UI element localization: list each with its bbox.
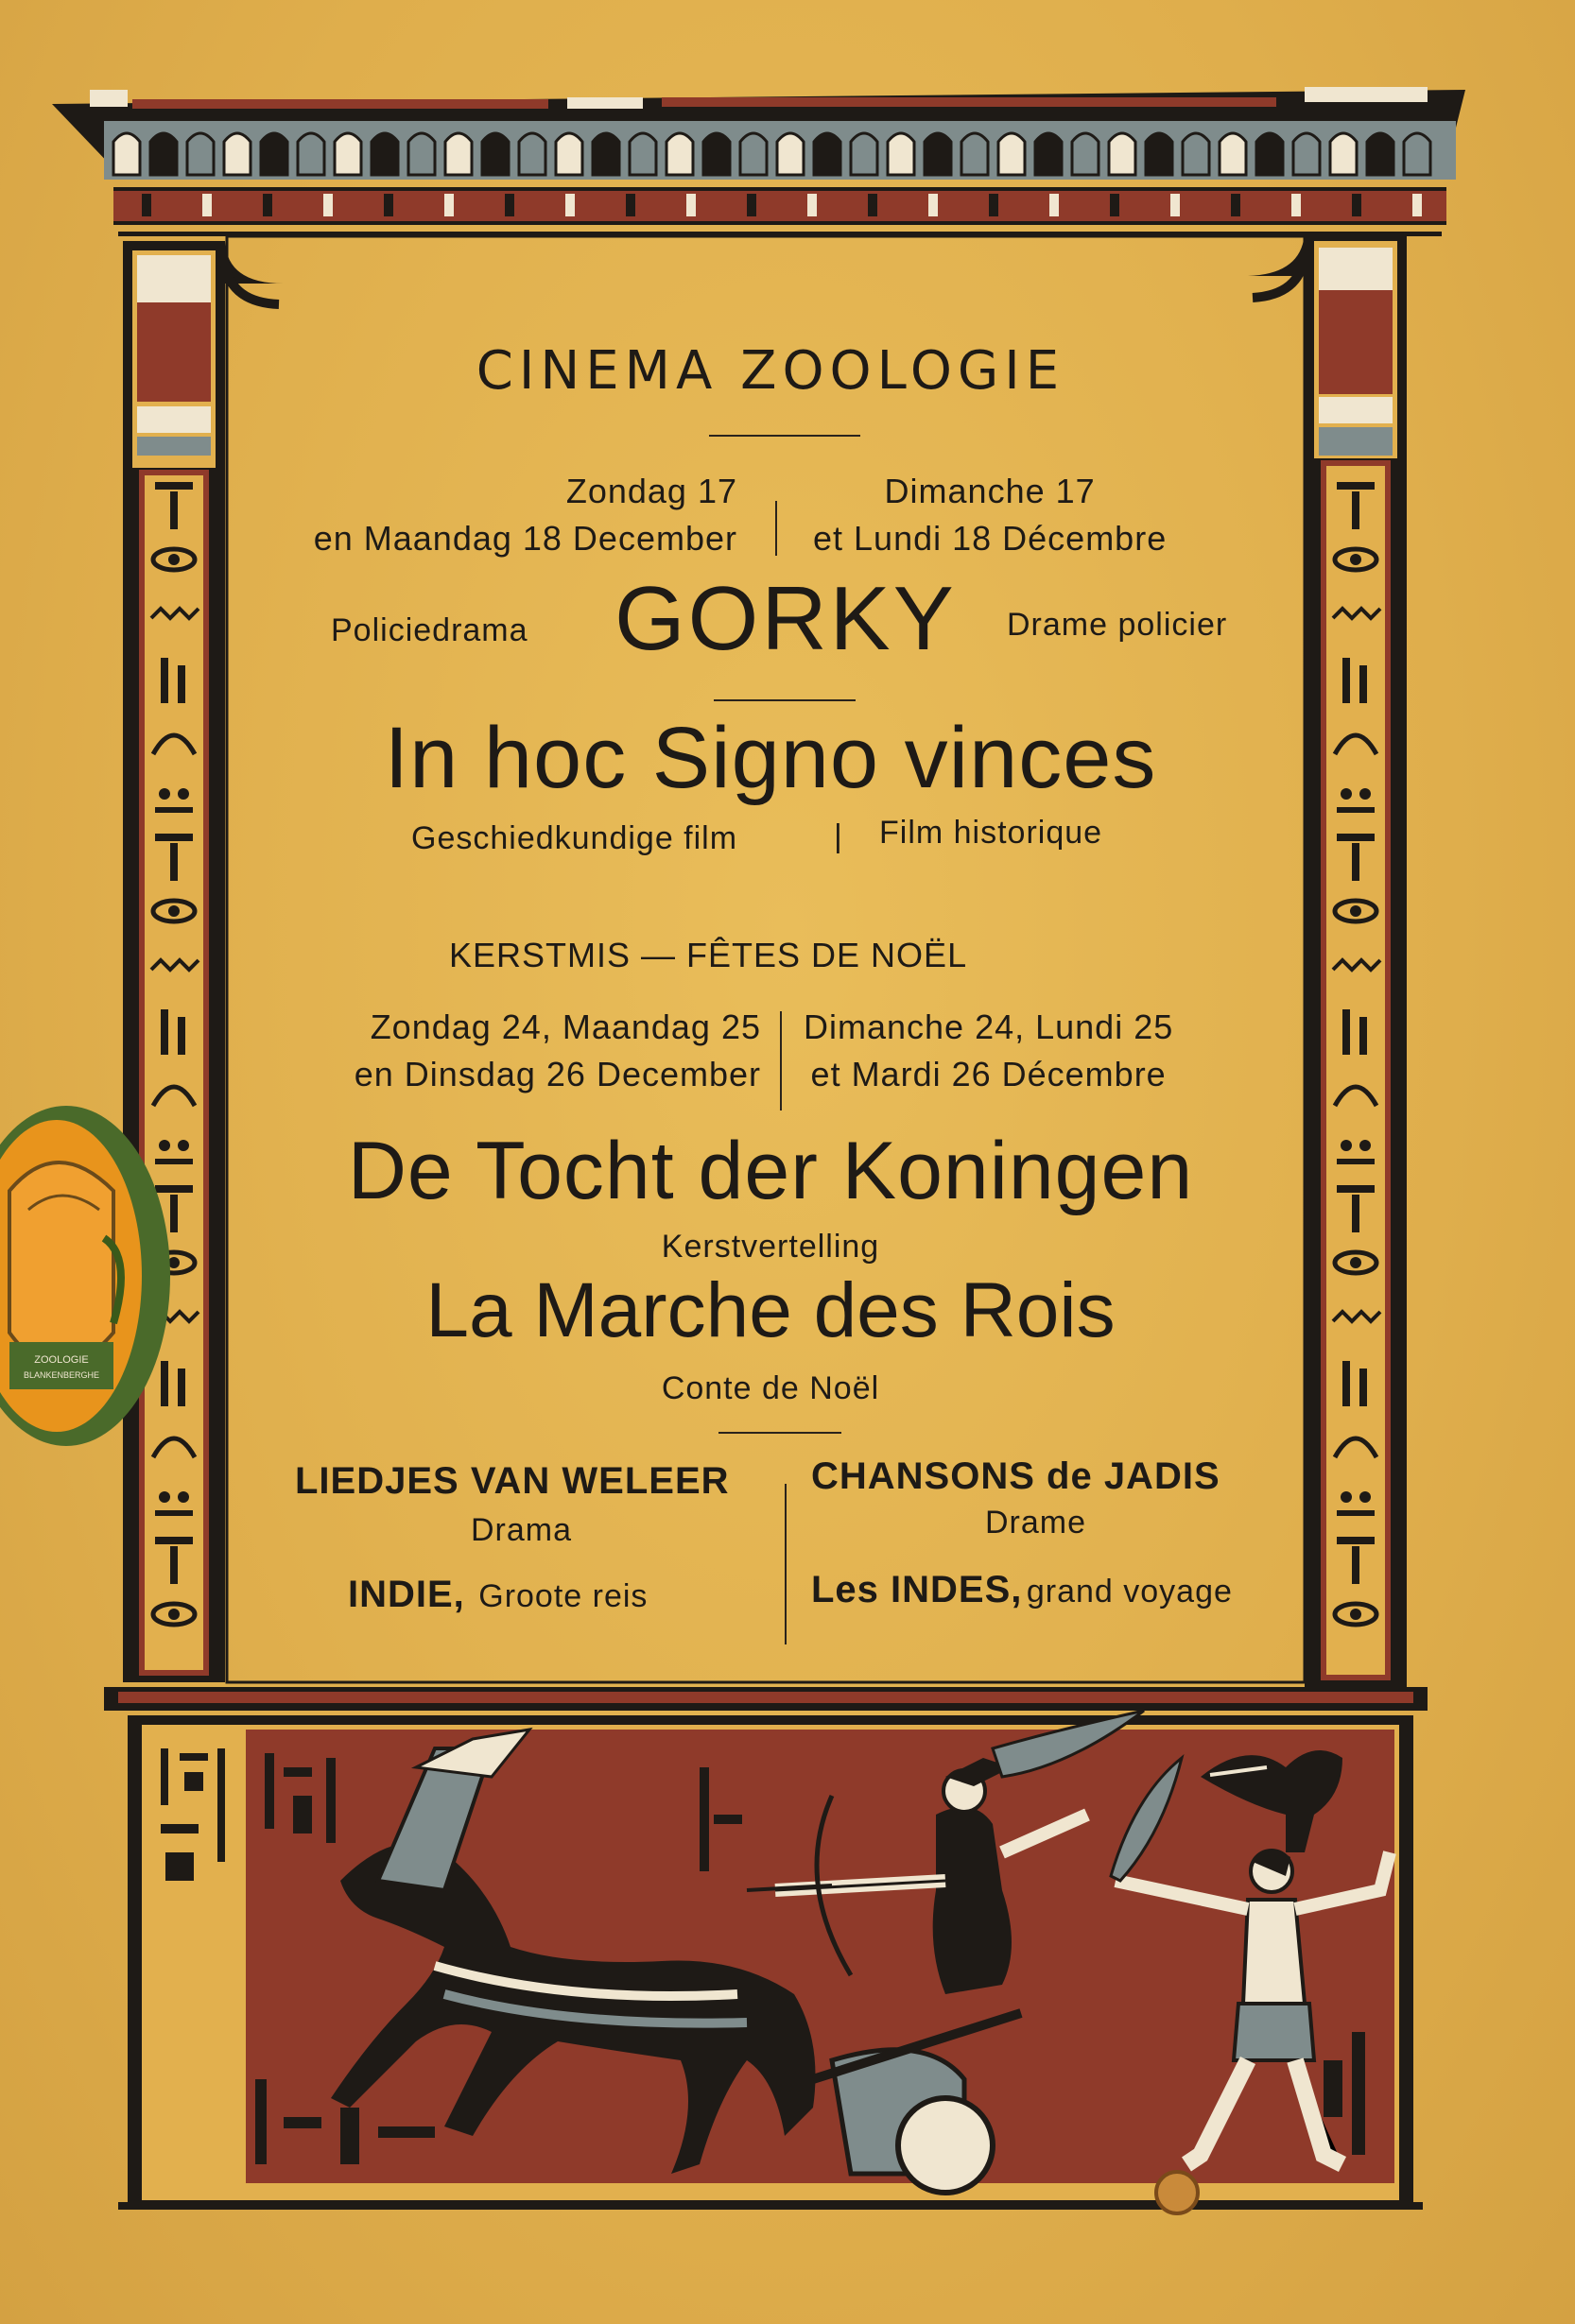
indie-sub: Groote reis [478, 1578, 649, 1614]
hotel-sticker [0, 1096, 180, 1465]
genre-kerstvertelling: Kerstvertelling [661, 1229, 880, 1265]
genre-fr-1: Drame policier [1007, 607, 1228, 643]
date-nl-line2: en Dinsdag 26 December [354, 1055, 761, 1093]
indie-title: INDIE, [348, 1574, 465, 1615]
divider [709, 435, 860, 437]
indes-sub: grand voyage [1026, 1574, 1233, 1610]
separator: | [834, 818, 843, 854]
chansons-genre: Drame [985, 1505, 1087, 1541]
genre-conte: Conte de Noël [661, 1370, 880, 1406]
divider-vertical [780, 1011, 782, 1110]
indes-title: Les INDES, [811, 1569, 1023, 1610]
genre-nl-2: Geschiedkundige film [411, 820, 738, 856]
dates-fr-1 [813, 468, 1167, 562]
christmas-heading: KERSTMIS — FÊTES DE NOËL [449, 936, 968, 974]
film-la-marche: La Marche des Rois [425, 1267, 1116, 1353]
date-nl-line1: Zondag 17 [565, 472, 737, 510]
divider-vertical [775, 501, 777, 556]
svg-text:ZOOLOGIE: ZOOLOGIE [34, 1354, 89, 1366]
film-gorky: GORKY [614, 568, 957, 669]
genre-nl-1: Policiedrama [331, 612, 528, 648]
indes-line [811, 1569, 1233, 1611]
date-fr-line1: Dimanche 17 [884, 472, 1096, 510]
divider-vertical [785, 1484, 787, 1644]
date-fr-line2: et Lundi 18 Décembre [813, 519, 1168, 558]
film-in-hoc: In hoc Signo vinces [384, 710, 1157, 806]
film-de-tocht: De Tocht der Koningen [347, 1126, 1194, 1216]
top-cornice [52, 87, 1465, 236]
liedjes-genre: Drama [471, 1512, 573, 1548]
chariot-frieze [104, 1687, 1428, 2213]
genre-fr-2: Film historique [879, 815, 1103, 851]
date-nl-line1: Zondag 24, Maandag 25 [370, 1007, 761, 1046]
svg-text:BLANKENBERGHE: BLANKENBERGHE [23, 1370, 100, 1380]
divider [714, 699, 856, 701]
indie-line [348, 1574, 648, 1616]
chansons-title: CHANSONS de JADIS [811, 1455, 1220, 1497]
liedjes-title: LIEDJES VAN WELEER [295, 1460, 730, 1502]
date-nl-line2: en Maandag 18 December [313, 519, 737, 558]
dates-nl-1 [314, 468, 737, 562]
date-fr-line2: et Mardi 26 Décembre [810, 1055, 1167, 1093]
cinema-name: CINEMA ZOOLOGIE [476, 340, 1065, 402]
program-text [236, 312, 1305, 1654]
divider [718, 1432, 841, 1434]
date-fr-line1: Dimanche 24, Lundi 25 [804, 1007, 1174, 1046]
dates-fr-2 [804, 1004, 1173, 1098]
dates-nl-2 [355, 1004, 761, 1098]
